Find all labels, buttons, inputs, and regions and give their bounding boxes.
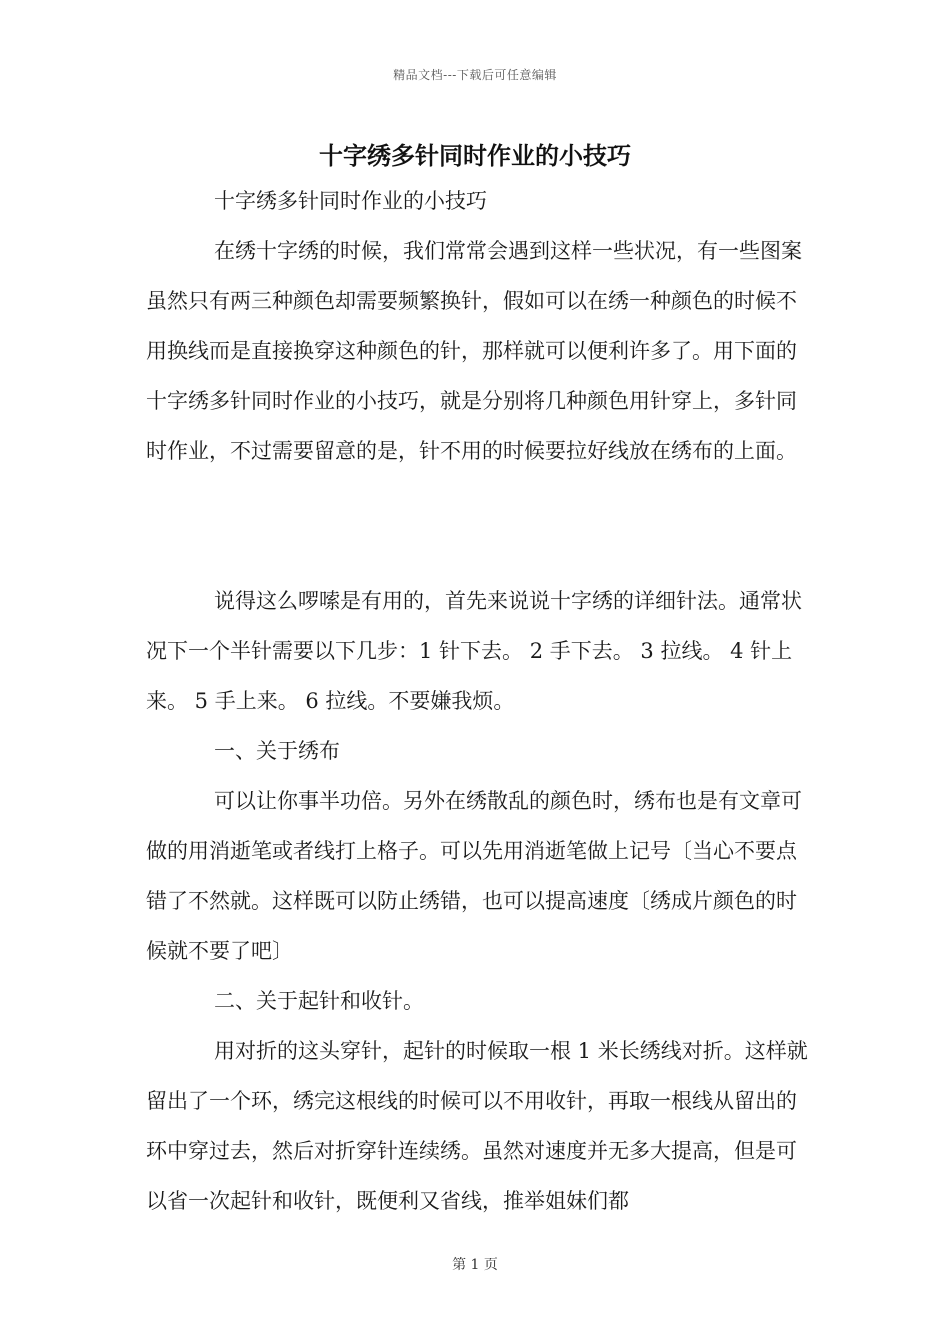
page-number: 第 1 页 <box>452 1257 498 1273</box>
steps-paragraph: 说得这么啰嗦是有用的，首先来说说十字绣的详细针法。通常状况下一个半针需要以下几步：1 针下去。 2 手下去。 3 拉线。 4 针上来。 5 手上来。 6 拉线。不要嫌我烦。 <box>146 589 802 713</box>
cloth-paragraph: 可以让你事半功倍。另外在绣散乱的颜色时，绣布也是有文章可做的用消逝笔或者线打上格子。可以先用消逝笔做上记号〔当心不要点错了不然就。这样既可以防止绣错，也可以提高速度〔绣成片颜色的时候就不要了吧〕 <box>146 789 802 963</box>
section-heading-cloth: 一、关于绣布 <box>214 739 340 763</box>
section-heading-needle: 二、关于起针和收针。 <box>214 989 424 1013</box>
needle-paragraph: 用对折的这头穿针，起针的时候取一根 1 米长绣线对折。这样就留出了一个环，绣完这根线的时候可以不用收针，再取一根线从留出的环中穿过去，然后对折穿针连续绣。虽然对速度并无多大提高，但是可以省一次起针和收针，既便利又省线，推举姐妹们都 <box>146 1039 808 1213</box>
subtitle-paragraph: 十字绣多针同时作业的小技巧 <box>214 189 487 213</box>
intro-paragraph: 在绣十字绣的时候，我们常常会遇到这样一些状况，有一些图案虽然只有两三种颜色却需要频繁换针，假如可以在绣一种颜色的时候不用换线而是直接换穿这种颜色的针，那样就可以便利许多了。用下面的十字绣多针同时作业的小技巧，就是分别将几种颜色用针穿上，多针同时作业，不过需要留意的是，针不用的时候要拉好线放在绣布的上面。 <box>146 239 802 463</box>
document-title: 十字绣多针同时作业的小技巧 <box>319 141 631 170</box>
header-note: 精品文档---下载后可任意编辑 <box>393 68 557 82</box>
